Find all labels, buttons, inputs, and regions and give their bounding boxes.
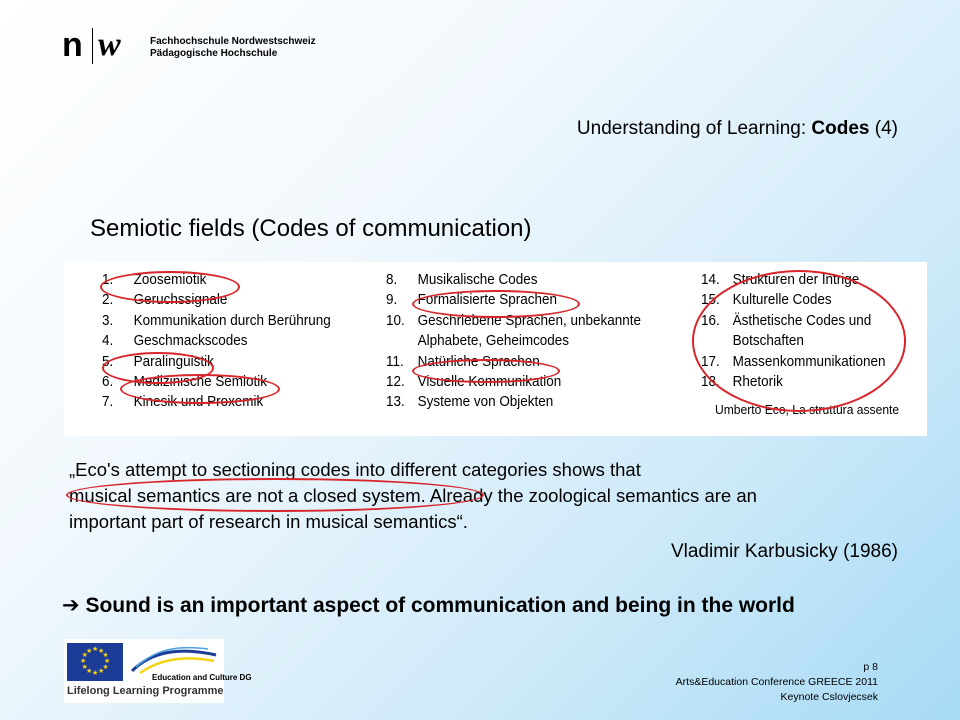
code-number: 5. [102,353,114,370]
eu-flag-icon [67,643,123,681]
star-icon: ★ [80,658,87,665]
star-icon: ★ [98,668,105,676]
code-number: 2. [102,292,114,309]
star-icon: ★ [81,652,88,659]
code-number: 16. [701,312,720,329]
code-number: 1. [102,272,114,288]
logo-mark-w: w [98,26,121,63]
code-number: 17. [701,353,720,370]
code-item [102,333,248,349]
code-number: 13. [386,394,405,411]
logo-divider [92,28,93,64]
quote [69,457,909,535]
code-item [386,333,569,349]
arrow-icon: ➔ [62,594,80,617]
quote-author: Vladimir Karbusicky (1986) [670,541,898,562]
conclusion [62,593,795,618]
code-number: 12. [386,374,405,390]
code-item [386,354,540,370]
code-label: Kommunikation durch Berührung [133,312,331,329]
code-label: Visuelle Kommunikation [417,374,562,390]
slide-title [577,118,898,140]
star-icon: ★ [86,647,93,655]
code-number: 6. [102,374,114,390]
eu-lifelong-learning-logo [64,639,252,703]
code-item [386,394,553,410]
code-number: 9. [386,292,398,309]
star-icon: ★ [86,668,93,676]
code-number: 15. [701,292,720,309]
slide-title-prefix: Understanding of Learning: [576,118,812,139]
codes-table [64,262,927,436]
code-item [102,272,206,288]
code-number: 7. [102,394,114,411]
code-label: Paralinguistik [133,353,214,370]
footer-conference: Arts&Education Conference GREECE 2011 [675,676,878,688]
quote-line-2: musical semantics are not a closed system. Already the zoological semantics are an [69,485,757,506]
code-label: Kulturelle Codes [732,292,832,309]
code-item [386,374,561,390]
code-item [102,394,263,410]
code-item [102,354,214,370]
code-label: Musikalische Codes [417,272,538,288]
star-icon: ★ [102,652,109,659]
code-label: Rhetorik [732,374,783,390]
code-label: Geschmackscodes [133,333,248,350]
eu-dg-label: Education and Culture DG [152,673,252,682]
slide-title-bold: Codes [811,118,870,139]
code-number: 10. [386,312,405,329]
code-label: Zoosemiotik [133,272,207,288]
code-number: 4. [102,333,114,350]
page-number: p 8 [863,661,878,673]
code-label: Geruchssignale [133,292,228,309]
logo-school-name [150,36,316,60]
quote-line-1: „Eco's attempt to sectioning codes into different categories shows that [69,459,641,480]
school-line-2: Pädagogische Hochschule [150,48,278,59]
code-item [102,374,267,390]
code-label: Natürliche Sprachen [417,353,540,370]
code-item [386,292,557,308]
code-item [701,313,871,329]
star-icon: ★ [102,664,109,671]
code-label: Kinesik und Proxemik [133,394,264,411]
code-number: 3. [102,312,114,329]
quote-line-3: important part of research in musical semantics“. [69,511,468,532]
code-label: Strukturen der Intrige [732,272,860,288]
star-icon: ★ [81,664,88,671]
code-item [701,354,886,370]
code-item [701,292,832,308]
code-label: Botschaften [732,333,804,350]
code-item [701,374,783,390]
star-icon: ★ [98,647,105,655]
footer-keynote: Keynote Cslovjecsek [780,691,878,703]
code-item [386,313,641,329]
code-item [102,313,331,329]
section-heading: Semiotic fields (Codes of communication) [90,215,532,242]
slide-title-suffix: (4) [869,118,898,139]
code-label: Alphabete, Geheimcodes [417,333,570,350]
star-icon: ★ [92,670,99,677]
footer [676,660,878,705]
star-icon: ★ [92,646,99,653]
code-item [701,333,804,349]
code-label: Ästhetische Codes und [732,312,872,329]
star-icon: ★ [104,658,111,665]
source-credit: Umberto Eco, La struttura assente [715,402,900,417]
eu-programme-label: Lifelong Learning Programme [67,685,224,697]
logo-mark-n: n [62,26,83,64]
code-item [386,272,538,288]
code-label: Systeme von Objekten [417,394,554,411]
code-label: Medizinische Semiotik [133,374,268,390]
code-label: Massenkommunikationen [732,353,886,370]
conclusion-text: Sound is an important aspect of communication and being in the world [85,594,795,617]
code-number: 14. [701,272,720,288]
code-number: 11. [386,353,404,370]
fhnw-logo [62,26,317,70]
code-number: 8. [386,272,398,288]
school-line-1: Fachhochschule Nordwestschweiz [150,36,316,47]
code-number: 18. [701,374,720,390]
code-item [701,272,859,288]
code-label: Formalisierte Sprachen [417,292,558,309]
code-label: Geschriebene Sprachen, unbekannte [417,312,642,329]
code-item [102,292,227,308]
